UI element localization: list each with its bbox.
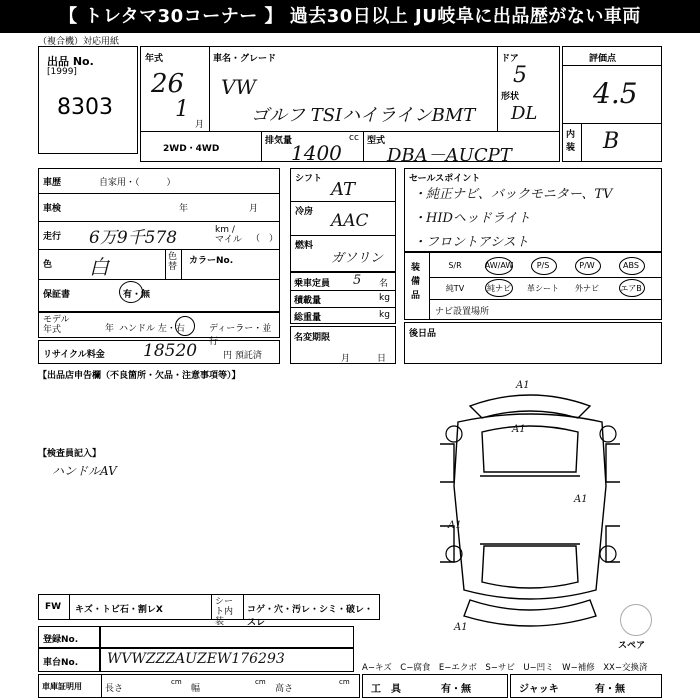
inspection-month: 月 bbox=[249, 204, 259, 214]
capacity-unit: 名 bbox=[379, 279, 389, 289]
color-change: 色替 bbox=[168, 252, 178, 272]
history-value: 自家用・（ ） bbox=[99, 178, 176, 188]
shape-value: DL bbox=[511, 103, 538, 124]
equipment-box bbox=[404, 252, 662, 320]
sales-point-item: ・フロントアシスト bbox=[413, 235, 529, 250]
navi-location-label: ナビ設置場所 bbox=[435, 307, 490, 317]
equip-ps: P/S bbox=[536, 261, 550, 270]
sales-points-label: セールスポイント bbox=[409, 174, 481, 184]
inspector-note: ハンドルAV bbox=[52, 464, 117, 478]
lot-number: 8303 bbox=[57, 95, 113, 120]
jack-row bbox=[510, 674, 662, 698]
equip-sr: S/R bbox=[448, 261, 462, 270]
model-year-label: モデル年式 bbox=[43, 315, 70, 335]
equip-circle bbox=[619, 279, 645, 297]
equip-circle bbox=[531, 257, 557, 275]
damage-mark: A1 bbox=[574, 494, 588, 505]
header-note: （複合機）対応用紙 bbox=[38, 37, 120, 47]
tools-label: 工 具 bbox=[371, 684, 401, 695]
shape-label: 形状 bbox=[501, 92, 520, 102]
warranty-label: 保証書 bbox=[43, 290, 71, 300]
cert-height: 高さ bbox=[275, 684, 294, 694]
year-value: 26 bbox=[151, 69, 185, 99]
equip-circle bbox=[485, 279, 513, 297]
history-label: 車歴 bbox=[43, 178, 62, 188]
recycle-row bbox=[38, 340, 280, 364]
declaration-label: 【出品店申告欄（不良箇所・欠品・注意事項等）】 bbox=[38, 371, 241, 381]
chassis-field bbox=[100, 648, 354, 672]
model-label: 車名・グレード bbox=[213, 54, 277, 64]
lot-box bbox=[38, 46, 138, 154]
doors-value: 5 bbox=[513, 63, 527, 88]
weight-label: 総重量 bbox=[294, 313, 322, 323]
score-label: 評価点 bbox=[589, 54, 617, 64]
recycle-unit: 円 預託済 bbox=[223, 351, 262, 361]
fuel-value: ガソリン bbox=[331, 251, 384, 266]
shift-value: AT bbox=[331, 179, 356, 200]
equip-airbag: エアB bbox=[620, 284, 642, 293]
cert-cm: cm bbox=[255, 678, 266, 686]
engine-label: 排気量 bbox=[265, 136, 293, 146]
mileage-value: 6万9千578 bbox=[89, 228, 178, 248]
fw-label: FW bbox=[45, 602, 62, 612]
capacity-value: 5 bbox=[353, 273, 362, 288]
certificate-row bbox=[38, 674, 360, 698]
recycle-label: リサイクル料金 bbox=[43, 350, 105, 360]
chassis-value: WVWZZZAUZEW176293 bbox=[107, 651, 285, 667]
interior-label: 内装 bbox=[566, 130, 576, 153]
warranty-circle bbox=[119, 281, 143, 303]
mileage-paren: （ ） bbox=[251, 234, 279, 244]
color-label: 色 bbox=[43, 260, 53, 270]
equip-circle bbox=[485, 257, 513, 275]
score-box bbox=[562, 46, 662, 162]
equip-leather: 革シート bbox=[527, 284, 559, 293]
equip-circle bbox=[575, 257, 601, 275]
cert-cm: cm bbox=[171, 678, 182, 686]
type-label: 型式 bbox=[367, 136, 386, 146]
import-label: ディーラー・並行 bbox=[209, 324, 272, 347]
inspection-year: 年 bbox=[179, 204, 189, 214]
equipment-label: 装備品 bbox=[411, 263, 421, 301]
registration-label-box bbox=[38, 626, 100, 648]
tools-row bbox=[362, 674, 508, 698]
engine-unit: cc bbox=[349, 133, 359, 143]
capacity-label: 乗車定員 bbox=[294, 279, 331, 289]
interior-value: B bbox=[603, 129, 620, 154]
weight-unit: kg bbox=[379, 310, 390, 320]
rename-month: 月 bbox=[341, 354, 351, 364]
damage-mark: A1 bbox=[512, 424, 526, 435]
shift-label: シフト bbox=[295, 174, 323, 184]
damage-legend: A−キズ C−腐食 E−エクボ S−サビ U−凹ミ W−補修 XX−交換済 bbox=[362, 663, 648, 673]
model-grade: ゴルフ TSIハイラインBMT bbox=[251, 105, 476, 126]
engine-value: 1400 bbox=[291, 141, 342, 165]
sales-point-item: ・純正ナビ、バックモニター、TV bbox=[413, 187, 613, 202]
equip-circle bbox=[619, 257, 645, 275]
damage-mark: A1 bbox=[448, 520, 462, 531]
handle-label: ハンドル 左・右 bbox=[119, 324, 185, 334]
mileage-label: 走行 bbox=[43, 232, 62, 242]
drive-label: 2WD・4WD bbox=[163, 144, 220, 154]
jack-label: ジャッキ bbox=[519, 684, 559, 695]
damage-mark: A1 bbox=[516, 380, 530, 391]
inspector-label: 【検査員記入】 bbox=[38, 449, 102, 459]
fuel-label: 燃料 bbox=[295, 241, 314, 251]
rename-label: 名変期限 bbox=[294, 333, 331, 343]
warranty-value: 有・無 bbox=[123, 290, 151, 300]
color-value: 白 bbox=[89, 255, 109, 279]
left-info bbox=[38, 168, 280, 312]
year-month-unit: 月 bbox=[195, 120, 205, 130]
cert-cm: cm bbox=[339, 678, 350, 686]
equip-ext-navi: 外ナビ bbox=[575, 284, 599, 293]
ac-label: 冷房 bbox=[295, 207, 314, 217]
registration-field bbox=[100, 626, 354, 648]
capacity-box bbox=[290, 272, 396, 324]
type-value: DBA－AUCPT bbox=[387, 145, 512, 166]
load-label: 積載量 bbox=[294, 296, 322, 306]
fw-row bbox=[38, 594, 380, 628]
tools-value: 有・無 bbox=[441, 684, 471, 695]
top-grid bbox=[140, 46, 560, 166]
rename-day: 日 bbox=[377, 354, 387, 364]
certificate-label: 車庫証明用 bbox=[42, 682, 82, 691]
spare-tire-icon bbox=[620, 604, 652, 636]
load-unit: kg bbox=[379, 293, 390, 303]
chassis-label: 車台No. bbox=[43, 658, 79, 668]
sales-points-box bbox=[404, 168, 662, 252]
ac-value: AAC bbox=[331, 211, 369, 231]
jack-value: 有・無 bbox=[595, 684, 625, 695]
fw-items: キズ・トビ石・割レX bbox=[75, 605, 163, 615]
year-month: 1 bbox=[175, 97, 189, 122]
fw-items2: コゲ・穴・汚レ・シミ・破レ・スレ bbox=[247, 605, 374, 628]
spec-box bbox=[290, 168, 396, 272]
rename-box bbox=[290, 326, 396, 364]
color-no-label: カラーNo. bbox=[189, 256, 234, 266]
lot-year-tag: [1999] bbox=[47, 67, 77, 77]
handle-circle bbox=[175, 316, 195, 336]
mileage-unit: km / マイル bbox=[215, 225, 242, 245]
year-label: 年式 bbox=[145, 54, 164, 64]
cert-width: 幅 bbox=[191, 684, 201, 694]
spare-label: スペア bbox=[618, 641, 646, 651]
cert-length: 長さ bbox=[105, 684, 124, 694]
banner: 【 トレタマ30コーナー 】 過去30日以上 JU岐阜に出品歴がない車両 bbox=[0, 0, 700, 33]
model-year-row bbox=[38, 312, 280, 347]
score-value: 4.5 bbox=[593, 77, 638, 110]
recycle-value: 18520 bbox=[143, 341, 198, 361]
fw-seat: シート内装 bbox=[215, 597, 234, 627]
equip-navi: 純ナビ bbox=[487, 284, 511, 293]
after-box bbox=[404, 322, 662, 364]
equip-aw: AW/AW bbox=[484, 261, 514, 270]
registration-label: 登録No. bbox=[43, 635, 79, 645]
lot-label: 出品 No. bbox=[47, 55, 94, 68]
chassis-label-box bbox=[38, 648, 100, 672]
model-year-unit: 年 bbox=[105, 324, 115, 334]
car-diagram bbox=[410, 376, 650, 640]
equip-pw: P/W bbox=[579, 261, 595, 270]
model-maker: VW bbox=[221, 75, 256, 99]
after-label: 後日品 bbox=[409, 329, 437, 339]
equip-abs: ABS bbox=[623, 261, 639, 270]
damage-mark: A1 bbox=[454, 622, 468, 633]
doors-label: ドア bbox=[501, 54, 519, 64]
equip-tv: 純TV bbox=[445, 284, 465, 293]
inspection-label: 車検 bbox=[43, 204, 62, 214]
sales-point-item: ・HIDヘッドライト bbox=[413, 211, 531, 226]
